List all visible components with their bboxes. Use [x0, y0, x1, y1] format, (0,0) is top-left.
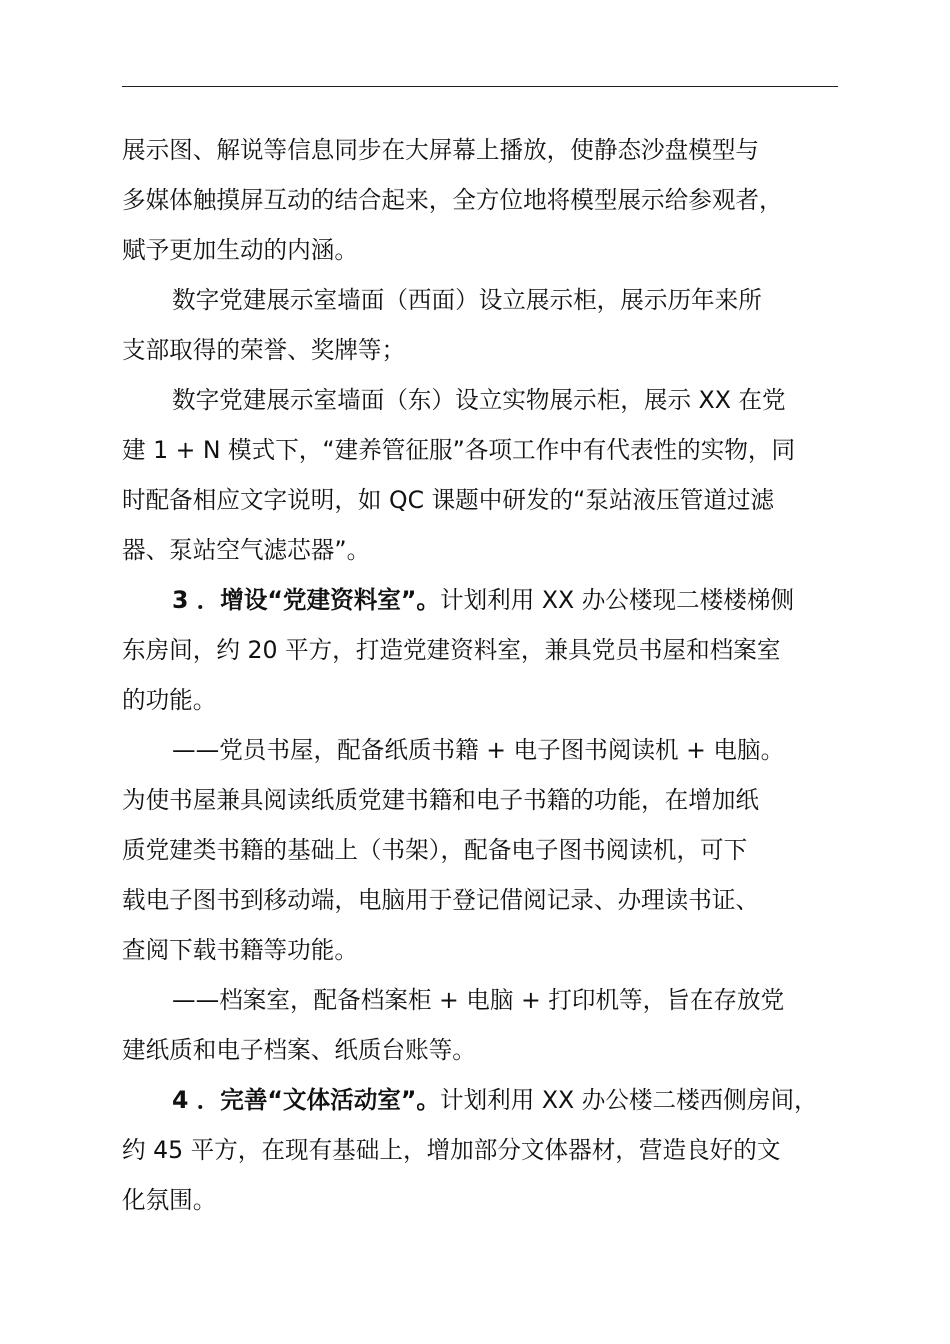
paragraph-start: 数字党建展示室墙面（西面）设立展示柜，展示历年来所: [172, 286, 762, 314]
paragraph-start: 数字党建展示室墙面（东）设立实物展示柜，展示 XX 在党: [172, 386, 786, 414]
text-line: 建纸质和电子档案、纸质台账等。: [122, 1036, 476, 1064]
text-line: 查阅下载书籍等功能。: [122, 936, 358, 964]
text-line: 器、泵站空气滤芯器”。: [122, 536, 371, 564]
text-line: 为使书屋兼具阅读纸质党建书籍和电子书籍的功能，在增加纸: [122, 786, 760, 814]
text-line: 展示图、解说等信息同步在大屏幕上播放，使静态沙盘模型与: [122, 136, 760, 164]
section-text: 计划利用 XX 办公楼现二楼楼梯侧: [440, 586, 795, 614]
paragraph-start: ——档案室，配备档案柜 + 电脑 + 打印机等，旨在存放党: [172, 986, 785, 1014]
text-line: 时配备相应文字说明，如 QC 课题中研发的“泵站液压管道过滤: [122, 486, 775, 514]
section-text: 计划利用 XX 办公楼二楼西侧房间，: [440, 1086, 818, 1114]
text-line: 支部取得的荣誉、奖牌等；: [122, 336, 406, 364]
text-line: 化氛围。: [122, 1186, 217, 1214]
document-body: [122, 125, 842, 1225]
text-line: 约 45 平方，在现有基础上，增加部分文体器材，营造良好的文: [122, 1136, 781, 1164]
section-title: 3 ．增设“党建资料室”。: [172, 586, 440, 614]
section-heading-4: [122, 1075, 842, 1125]
text-line: 载电子图书到移动端，电脑用于登记借阅记录、办理读书证、: [122, 886, 760, 914]
text-line: 质党建类书籍的基础上（书架），配备电子图书阅读机，可下: [122, 836, 748, 864]
section-heading-3: [122, 575, 842, 625]
text-line: 建 1 + N 模式下，“建养管征服”各项工作中有代表性的实物，同: [122, 436, 796, 464]
paragraph-start: ——党员书屋，配备纸质书籍 + 电子图书阅读机 + 电脑。: [172, 736, 785, 764]
header-rule: [122, 86, 838, 87]
text-line: 东房间，约 20 平方，打造党建资料室，兼具党员书屋和档案室: [122, 636, 781, 664]
text-line: 多媒体触摸屏互动的结合起来，全方位地将模型展示给参观者，: [122, 186, 783, 214]
section-title: 4 ．完善“文体活动室”。: [172, 1086, 440, 1114]
text-line: 的功能。: [122, 686, 217, 714]
text-line: 赋予更加生动的内涵。: [122, 236, 358, 264]
